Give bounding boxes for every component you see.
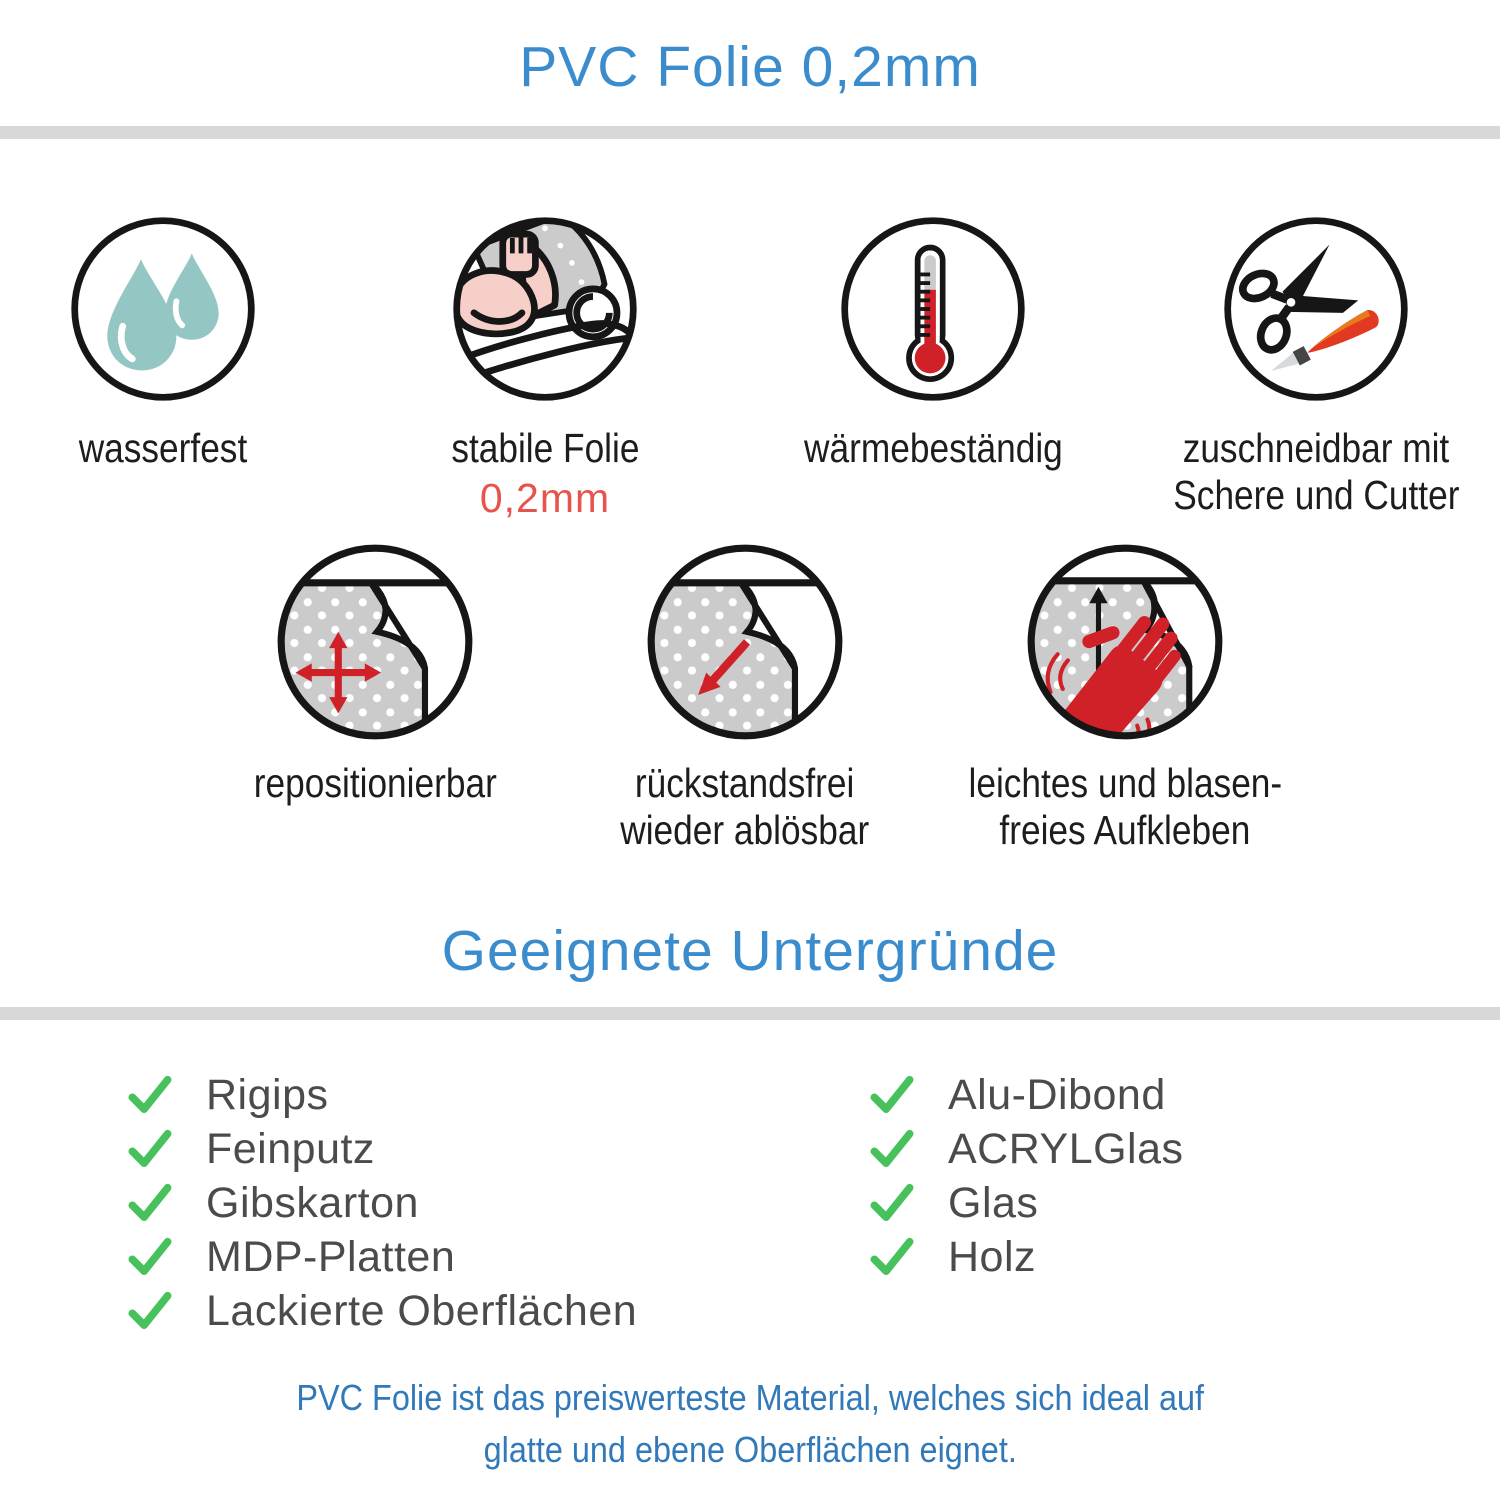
footer-note: PVC Folie ist das preiswerteste Material, welches sich ideal auf glatte und ebene Oberflächen eignet. [296,1377,1204,1470]
substrate-label: Alu-Dibond [948,1070,1166,1119]
feature-label: repositionierbar [253,760,497,806]
feature-wasserfest [0,213,348,472]
substrate-label: Rigips [206,1070,329,1119]
feature-label: rückstandsfrei wieder ablösbar [620,760,870,853]
feature-label: stabile Folie [450,425,640,471]
check-icon [868,1237,916,1277]
feature-label: wasserfest [78,425,248,471]
thickness-value: 0,2mm [479,475,611,521]
feature-repositionierbar [175,540,575,807]
check-icon [126,1075,174,1115]
substrate-item [126,1230,637,1284]
check-icon [868,1129,916,1169]
substrate-item [126,1068,637,1122]
film-press-icon [1023,540,1227,744]
substrate-item [868,1176,1184,1230]
scissors-cutter-icon [1220,213,1412,405]
film-reposition-icon [273,540,477,744]
substrate-item [126,1122,637,1176]
film-peel-icon [643,540,847,744]
feature-label: zuschneidbar mit Schere und Cutter [1172,425,1460,518]
feature-stabile-folie [360,213,730,521]
substrate-item [868,1068,1184,1122]
substrate-label: Lackierte Oberflächen [206,1286,638,1335]
feature-rueckstandsfrei [545,540,945,854]
substrate-label: Feinputz [206,1124,375,1173]
check-icon [126,1291,174,1331]
feature-label: leichtes und blasen- freies Aufkleben [968,760,1282,853]
check-icon [126,1237,174,1277]
substrate-item [868,1230,1184,1284]
feature-waermebestaendig [748,213,1118,472]
substrate-item [126,1176,637,1230]
substrate-item [868,1122,1184,1176]
section-title: Geeignete Untergründe [441,919,1059,983]
substrate-label: Gibskarton [206,1178,419,1227]
thermometer-icon [837,213,1029,405]
check-icon [868,1075,916,1115]
feature-zuschneidbar [1131,213,1500,519]
feature-blasenfrei [925,540,1325,854]
substrate-label: Holz [948,1232,1037,1281]
check-icon [126,1129,174,1169]
substrate-item [126,1284,637,1338]
substrate-label: Glas [948,1178,1039,1227]
substrates-left-column [126,1068,637,1338]
check-icon [126,1183,174,1223]
page-title: PVC Folie 0,2mm [519,35,981,99]
check-icon [868,1183,916,1223]
substrates-right-column [868,1068,1184,1284]
divider-top [0,126,1500,139]
divider-middle [0,1007,1500,1020]
substrate-label: MDP-Platten [206,1232,456,1281]
feature-label: wärmebeständig [803,425,1063,471]
muscle-foil-icon [449,213,641,405]
substrate-label: ACRYLGlas [948,1124,1184,1173]
water-drops-icon [67,213,259,405]
